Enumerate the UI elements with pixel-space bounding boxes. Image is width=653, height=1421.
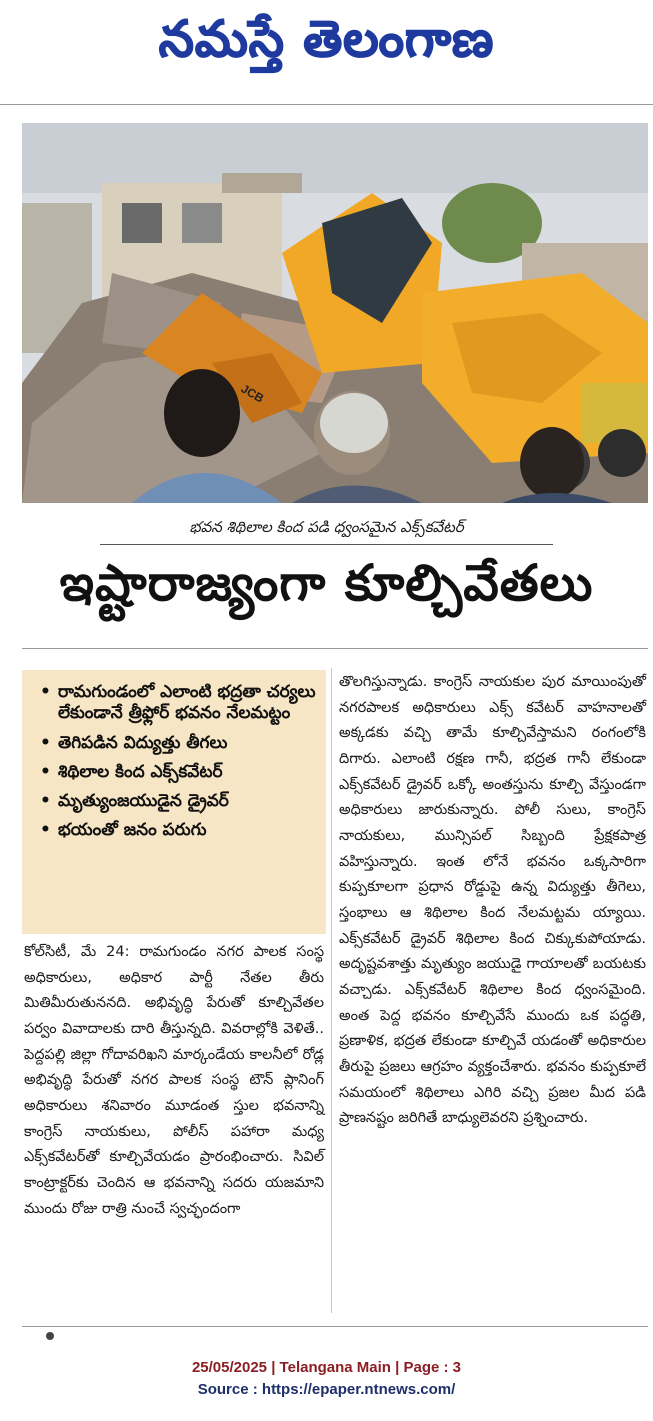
- highlight-item: • శిథిలాల కింద ఎక్స్‌కవేటర్: [40, 761, 223, 782]
- highlights-box: [22, 670, 326, 934]
- divider: [22, 1326, 648, 1327]
- highlight-item: • రామగుండంలో ఎలాంటి భద్రతా చర్యలు లేకుండానే త్రీఫ్లోర్ భవనం నేలమట్టం: [40, 682, 316, 724]
- edition-info: 25/05/2025 | Telangana Main | Page : 3: [191, 1359, 462, 1376]
- bullet-dot-icon: •: [40, 791, 51, 811]
- highlight-item: • తెగిపడిన విద్యుత్తు తీగలు: [40, 732, 228, 753]
- demolition-photo: [22, 123, 648, 503]
- divider: [0, 104, 653, 105]
- bullet-dot-icon: •: [40, 682, 51, 702]
- page-footer: [0, 1357, 653, 1401]
- article-body-right: తొలగిస్తున్నాడు. కాంగ్రెస్ నాయకుల పుర మాయింపుతో నగరపాలక అధికారులు ఎక్స్ కవేటర్ వాహనాలతో అక్కడకు వచ్చి తామే కూల్చివేస్తామని రంగంలోకి దిగారు. ఎలాంటి రక్షణ గానీ, భద్రత గానీ లేకుండా ఎక్స్‌కవేటర్ డ్రైవర్ ఒక్కో అంతస్తును కూల్చి వేస్తుండగా అధికారులు జారుకున్నారు. పోలీ సులు, కాంగ్రెస్ నాయకులు, మున్సిపల్ సిబ్బంది ప్రేక్షకపాత్ర వహిస్తున్నారు. ఇంత లోనే భవనం ఒక్కసారిగా కుప్పకూలగా ప్రధాన రోడ్డుపై ఉన్న విద్యుత్తు తీగెలు, స్తంభాలు ఆ శిథిలాల కింద నేలమట్టమ య్యాయి. ఎక్స్‌కవేటర్ డ్రైవర్ శిథిలాల కింద చిక్కుకుపోయాడు. అదృష్టవశాత్తు మృత్యుం జయుడై గాయాలతో బయటకు వచ్చాడు. ఎక్స్‌కవేటర్ శిథిలాల కింద ధ్వంసమైంది. అంత పెద్ద భవనం కూల్చివేసే ముందు ఒక పద్ధతి, ప్రణాళిక, భద్రత లేకుండా కూల్చివే యడంతో అధికారుల తీరుపై ప్రజలు ఆగ్రహం వ్యక్తంచేశారు. భవనం కుప్పకూలే సమయంలో శిథిలాలు ఎగిరి వచ్చి ప్రజల మీద పడి ప్రాణనష్టం జరిగితే బాధ్యులెవరని ప్రశ్నించారు.: [339, 674, 646, 1127]
- highlight-item: • భయంతో జనం పరుగు: [40, 820, 207, 841]
- page-marker-icon: [46, 1332, 54, 1340]
- bullet-dot-icon: •: [40, 761, 51, 782]
- bullet-dot-icon: •: [40, 820, 51, 841]
- photo-caption: భవన శిథిలాల కింద పడి ధ్వంసమైన ఎక్స్‌కవేటర్: [100, 518, 553, 545]
- source-link[interactable]: Source : https://epaper.ntnews.com/: [197, 1380, 456, 1398]
- newspaper-logo: నమస్తే తెలంగాణ: [158, 10, 495, 68]
- news-photo: [22, 123, 648, 503]
- jcb-logo: JCB: [238, 381, 267, 406]
- article-body-left: కోల్‌సిటీ, మే 24: రామగుండం నగర పాలక సంస్థ అధికారులు, అధికార పార్టీ నేతల తీరు మితిమీరుతుననది. అభివృద్ధి పేరుతో కూల్చివేతల పర్వం వివాదాలకు దారి తీస్తున్నది. వివరాల్లోకి వెళితే.. పెద్దపల్లి జిల్లా గోదావరిఖని మార్కండేయ కాలనీలో రోడ్ల అభివృద్ధి పేరుతో నగర పాలక సంస్థ టౌన్ ప్లానింగ్ అధికారులు శనివారం మూడంత స్తుల భవనాన్ని కాంగ్రెస్ నాయకులు, పోలీస్ పహారా మధ్య ఎక్స్‌కవేటర్‌తో కూల్చివేయడం ప్రారంభించారు. సివిల్ కాంట్రాక్టర్‌కు చెందిన ఆ భవనాన్ని సదరు యజమాని ముందు రోజు రాత్రి నుంచే స్వచ్ఛందంగా: [24, 944, 324, 1217]
- highlight-item: • మృత్యుంజయుడైన డ్రైవర్: [40, 791, 229, 811]
- divider: [22, 648, 648, 649]
- headline: ఇష్టారాజ్యంగా కూల్చివేతలు: [59, 554, 594, 612]
- column-divider: [331, 668, 332, 1313]
- bullet-dot-icon: •: [40, 732, 51, 753]
- masthead: [0, 0, 653, 100]
